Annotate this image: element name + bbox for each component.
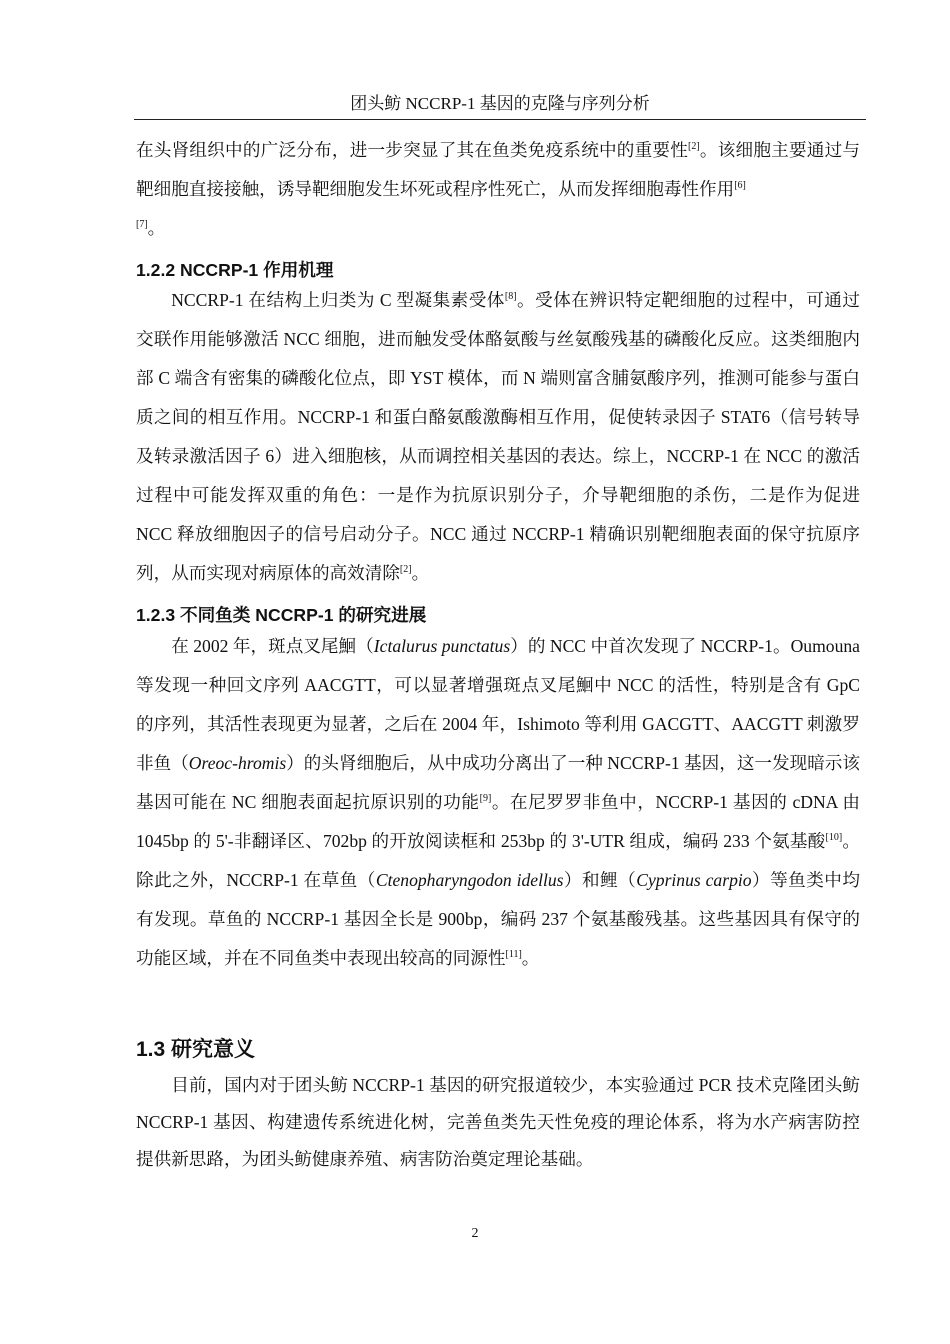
text-run: 。: [521, 948, 540, 968]
text-run: NCCRP-1 在结构上归类为 C 型凝集素受体: [171, 290, 505, 310]
text-run: 。: [411, 563, 430, 583]
citation: [2]: [399, 564, 412, 575]
section-1-2-2-body: [136, 281, 860, 593]
citation: [2]: [688, 141, 700, 152]
text-run: ）的头肾细胞后，从中成功分离出了一种 NCCRP-1 基因，这一发现暗示该基因可能在 NC 细胞表面起抗原识别的功能: [136, 753, 860, 812]
text-run: ）的 NCC 中首次发现了 NCCRP-1。Oumouna 等发现一种回文序列 AACGTT，可以显著增强斑点叉尾鮰中 NCC 的活性，特别是含有 GpC 的序列，其活性表现更为显著，之后在 2004 年，Ishimoto 等利用 GACGTT、AACGTT 刺激罗非鱼（: [136, 636, 860, 773]
species-name: Oreoc-hromis: [188, 753, 287, 773]
citation: [11]: [505, 949, 522, 960]
species-name: Ictalurus punctatus: [373, 636, 511, 656]
section-heading: 1.2.2 NCCRP-1 作用机理: [136, 260, 334, 280]
section-1-3-body: [136, 1067, 860, 1178]
text-run: ）和鲤（: [563, 870, 637, 890]
species-name: Cyprinus carpio: [636, 870, 752, 890]
paragraph-mechanism: [136, 281, 860, 593]
text-run: 。该细胞主要通过与靶细胞直接接触，诱导靶细胞发生坏死或程序性死亡，从而发挥细胞毒性作用: [136, 140, 860, 199]
section-1-2-3-body: [136, 627, 860, 978]
section-heading: 1.3 研究意义: [136, 1038, 256, 1061]
running-header: 团头鲂 NCCRP-1 基因的克隆与序列分析: [350, 94, 650, 113]
text-run: 在头肾组织中的广泛分布，进一步突显了其在鱼类免疫系统中的重要性: [136, 140, 689, 160]
citation: [10]: [825, 832, 843, 843]
text-run: 。除此之外，NCCRP-1 在草鱼（: [136, 831, 860, 890]
page-number: 2: [471, 1226, 479, 1241]
text-run: 。: [147, 218, 166, 238]
text-run: 。受体在辨识特定靶细胞的过程中，可通过交联作用能够激活 NCC 细胞，进而触发受体酪氨酸与丝氨酸残基的磷酸化反应。这类细胞内部 C 端含有密集的磷酸化位点，即 YST 模体，而 N 端则富含脯氨酸序列，推测可能参与蛋白质之间的相互作用。NCCRP-1 和蛋白酪氨酸激酶相互作用，促使转录因子 STAT6（信号转导及转录激活因子 6）进入细胞核，从而调控相关基因的表达。综上，NCCRP-1 在 NCC 的激活过程中可能发挥双重的角色：一是作为抗原识别分子，介导靶细胞的杀伤，二是作为促进 NCC 释放细胞因子的信号启动分子。NCC 通过 NCCRP-1 精确识别靶细胞表面的保守抗原序列，从而实现对病原体的高效清除: [136, 290, 860, 583]
citation: [6]: [734, 180, 746, 191]
paragraph-continuation: [136, 131, 860, 248]
paragraph-progress: [136, 627, 860, 978]
body-text: [136, 131, 860, 248]
header-rule: [134, 119, 866, 120]
citation: [9]: [479, 793, 492, 804]
citation: [8]: [504, 291, 517, 302]
text-run: 。在尼罗罗非鱼中，NCCRP-1 基因的 cDNA 由 1045bp 的 5'-非翻译区、702bp 的开放阅读框和 253bp 的 3'-UTR 组成，编码 233 个氨基酸: [136, 792, 860, 851]
section-1-3: [136, 1035, 860, 1065]
section-heading: 1.2.3 不同鱼类 NCCRP-1 的研究进展: [136, 605, 427, 625]
text-run: 在 2002 年，斑点叉尾鮰（: [171, 636, 374, 656]
species-name: Ctenopharyngodon idellus: [375, 870, 564, 890]
paragraph-significance: 目前，国内对于团头鲂 NCCRP-1 基因的研究报道较少，本实验通过 PCR 技术克隆团头鲂 NCCRP-1 基因、构建遗传系统进化树，完善鱼类先天性免疫的理论体系，将为水产病害防控提供新思路，为团头鲂健康养殖、病害防治奠定理论基础。: [136, 1075, 860, 1169]
text-run: ）等鱼类中均有发现。草鱼的 NCCRP-1 基因全长是 900bp，编码 237 个氨基酸残基。这些基因具有保守的功能区域，并在不同鱼类中表现出较高的同源性: [136, 870, 860, 968]
citation: [7]: [136, 219, 148, 230]
